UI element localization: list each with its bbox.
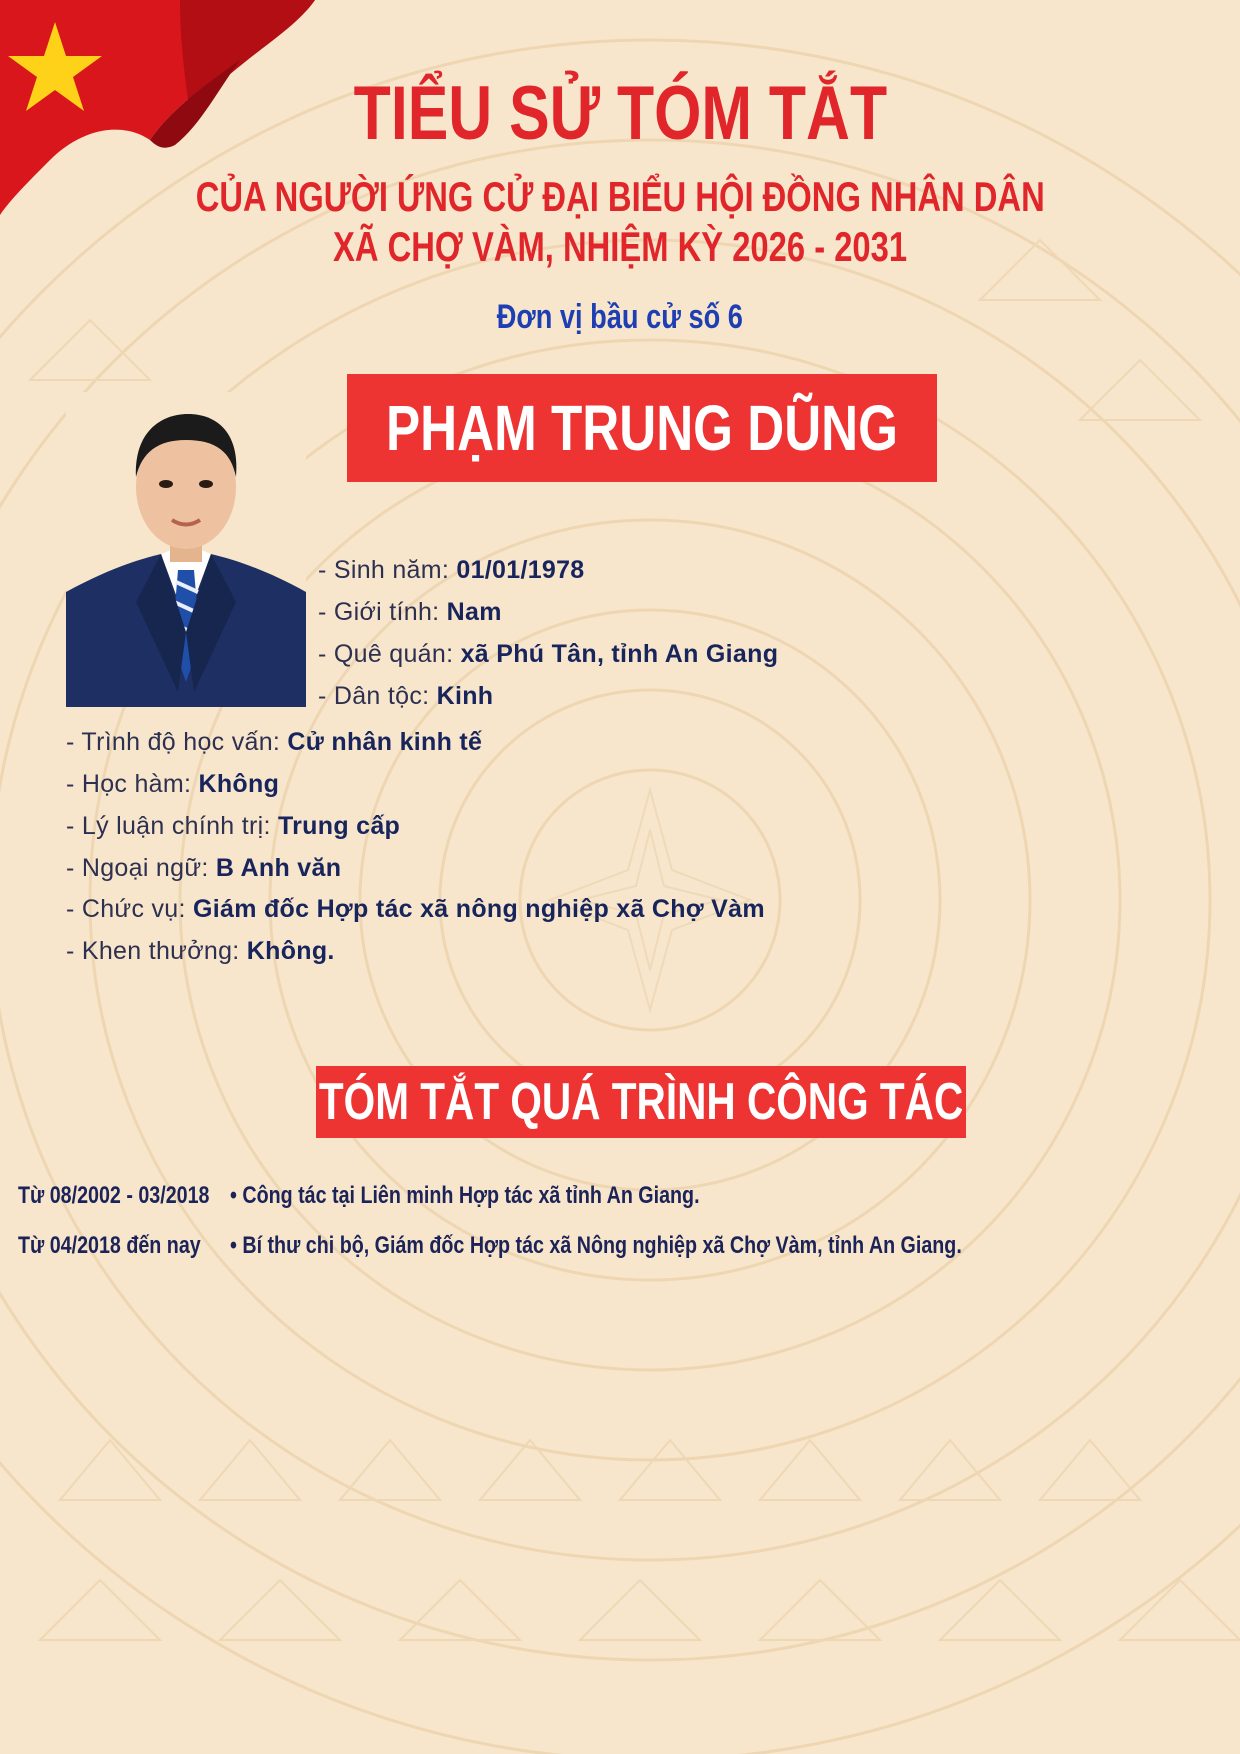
info-birth-date: - Sinh năm: 01/01/1978 <box>318 556 585 584</box>
work-history-title: TÓM TẮT QUÁ TRÌNH CÔNG TÁC <box>318 1073 964 1131</box>
info-academic-title: - Học hàm: Không <box>66 770 280 798</box>
info-ethnicity: - Dân tộc: Kinh <box>318 682 494 710</box>
info-gender: - Giới tính: Nam <box>318 598 502 626</box>
work-history-banner <box>316 1066 966 1138</box>
subtitle-line-2: XÃ CHỢ VÀM, NHIỆM KỲ 2026 - 2031 <box>332 223 908 270</box>
electoral-unit: Đơn vị bầu cử số 6 <box>496 298 744 336</box>
candidate-name-banner <box>347 374 937 482</box>
info-foreign-language: - Ngoại ngữ: B Anh văn <box>66 854 342 882</box>
info-education: - Trình độ học vấn: Cử nhân kinh tế <box>66 728 483 756</box>
info-political-theory: - Lý luận chính trị: Trung cấp <box>66 812 401 840</box>
info-hometown: - Quê quán: xã Phú Tân, tỉnh An Giang <box>318 640 779 668</box>
candidate-portrait <box>66 392 306 707</box>
page-title: TIỂU SỬ TÓM TẮT <box>353 71 887 156</box>
subtitle-line-1: CỦA NGƯỜI ỨNG CỬ ĐẠI BIỂU HỘI ĐỒNG NHÂN DÂN <box>195 173 1045 220</box>
work-item-desc-1: • Công tác tại Liên minh Hợp tác xã tỉnh An Giang. <box>230 1182 700 1209</box>
info-awards: - Khen thưởng: Không. <box>66 937 335 965</box>
candidate-name: PHẠM TRUNG DŨNG <box>386 392 898 464</box>
work-item-period-1: Từ 08/2002 - 03/2018 <box>18 1182 210 1209</box>
info-position: - Chức vụ: Giám đốc Hợp tác xã nông nghiệp xã Chợ Vàm <box>66 895 765 923</box>
work-item-desc-2: • Bí thư chi bộ, Giám đốc Hợp tác xã Nông nghiệp xã Chợ Vàm, tỉnh An Giang. <box>230 1232 962 1259</box>
work-item-period-2: Từ 04/2018 đến nay <box>18 1232 201 1259</box>
